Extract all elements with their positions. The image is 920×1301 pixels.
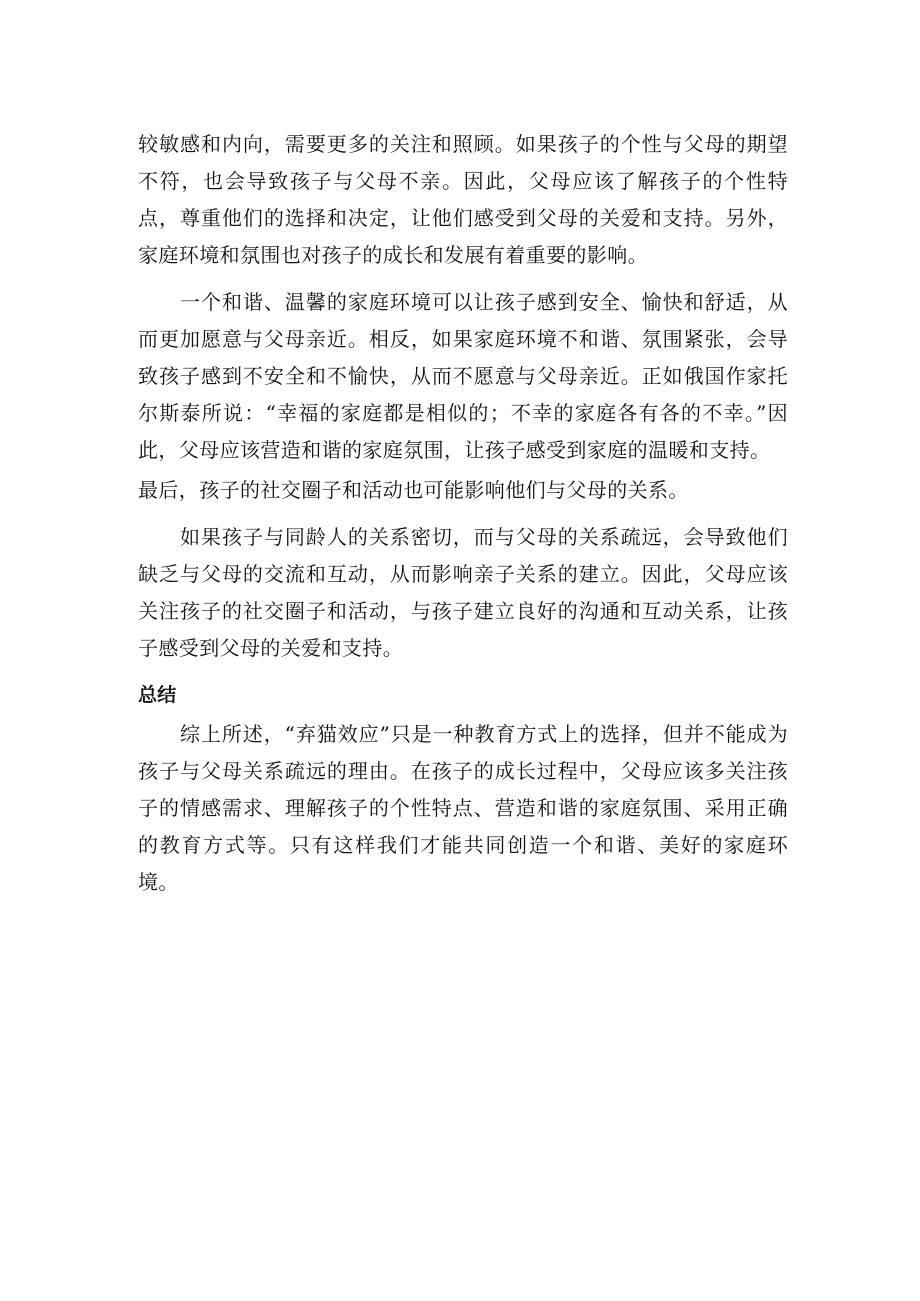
paragraph-summary: 综上所述，“弃猫效应”只是一种教育方式上的选择，但并不能成为孩子与父母关系疏远的理由。在孩子的成长过程中，父母应该多关注孩子的情感需求、理解孩子的个性特点、营造和谐的家庭氛围、采用正确的教育方式等。只有这样我们才能共同创造一个和谐、美好的家庭环境。 [138, 722, 788, 894]
paragraph-social-circle: 如果孩子与同龄人的关系密切，而与父母的关系疏远，会导致他们缺乏与父母的交流和互动，从而影响亲子关系的建立。因此，父母应该关注孩子的社交圈子和活动，与孩子建立良好的沟通和互动关系，让孩子感受到父母的关爱和支持。 [138, 525, 788, 660]
summary-heading: 总结 [138, 684, 177, 706]
document-body [138, 126, 788, 901]
paragraph-social-circle-intro: 最后，孩子的社交圈子和活动也可能影响他们与父母的关系。 [138, 478, 689, 502]
paragraph-personality: 较敏感和内向，需要更多的关注和照顾。如果孩子的个性与父母的期望不符，也会导致孩子与父母不亲。因此，父母应该了解孩子的个性特点，尊重他们的选择和决定，让他们感受到父母的关爱和支持。另外，家庭环境和氛围也对孩子的成长和发展有着重要的影响。 [138, 132, 788, 267]
paragraph-family-environment: 一个和谐、温馨的家庭环境可以让孩子感到安全、愉快和舒适，从而更加愿意与父母亲近。相反，如果家庭环境不和谐、氛围紧张，会导致孩子感到不安全和不愉快，从而不愿意与父母亲近。正如俄国作家托尔斯泰所说：“幸福的家庭都是相似的；不幸的家庭各有各的不幸。”因此，父母应该营造和谐的家庭氛围，让孩子感受到家庭的温暖和支持。 [138, 290, 788, 462]
